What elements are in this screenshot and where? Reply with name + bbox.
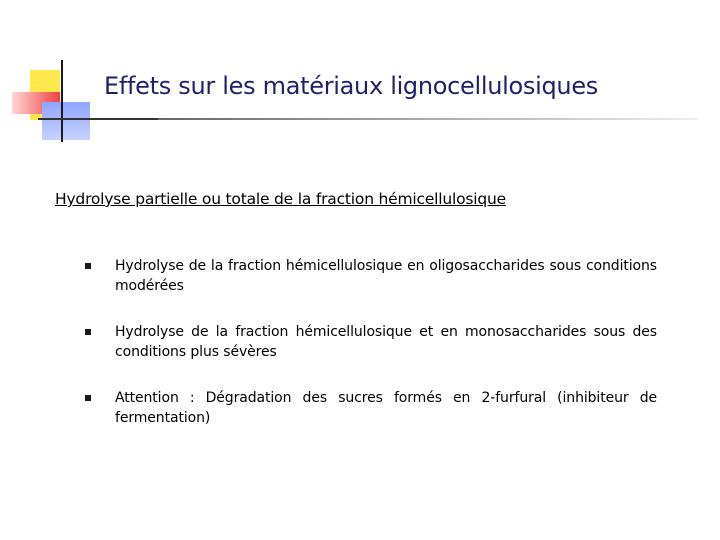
square-bullet-icon [85,263,91,269]
bullet-item [85,388,657,428]
slide-subtitle: Hydrolyse partielle ou totale de la fraction hémicellulosique [55,190,506,208]
title-underline [38,118,158,120]
title-underline-fade [158,118,698,120]
decorative-logo [0,0,110,150]
slide-title: Effets sur les matériaux lignocellulosiques [104,72,599,100]
bullet-list [85,256,657,454]
bullet-item [85,322,657,362]
bullet-text: Hydrolyse de la fraction hémicellulosique en oligosaccharides sous conditions modérées [115,258,657,294]
bullet-text: Hydrolyse de la fraction hémicellulosique et en monosaccharides sous des conditions plus sévères [115,324,657,360]
square-bullet-icon [85,395,91,401]
logo-blue-square [42,102,90,140]
bullet-text: Attention : Dégradation des sucres formés en 2-furfural (inhibiteur de fermentation) [115,390,657,426]
square-bullet-icon [85,329,91,335]
bullet-item [85,256,657,296]
logo-vertical-line [61,60,63,142]
